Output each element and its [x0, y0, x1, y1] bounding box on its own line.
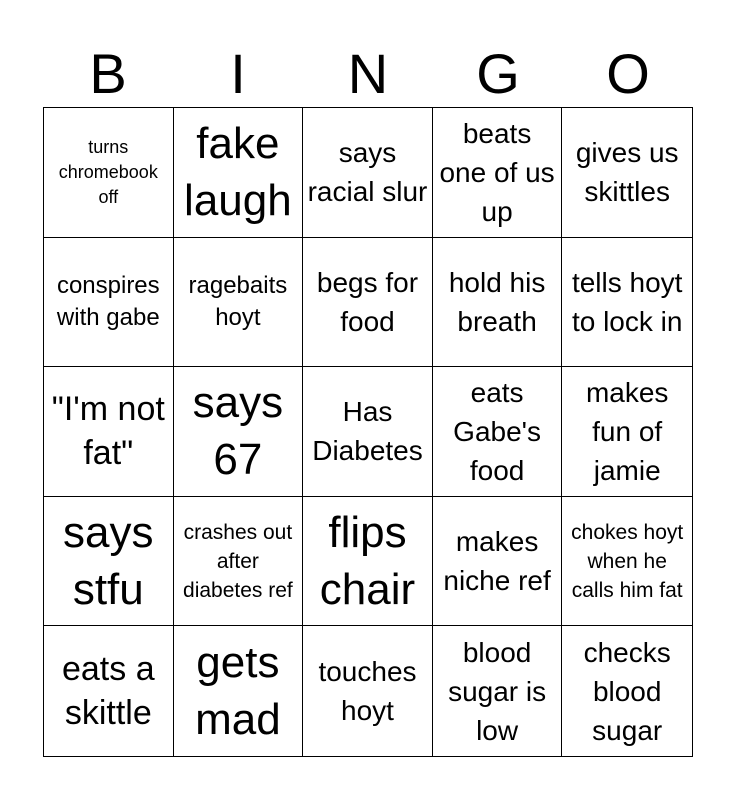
bingo-cell[interactable] — [562, 626, 692, 756]
bingo-cell[interactable] — [303, 108, 433, 238]
bingo-cell[interactable] — [44, 108, 174, 238]
header-letter-o: O — [606, 42, 650, 105]
header-letter-i: I — [230, 42, 246, 105]
bingo-cell[interactable] — [303, 626, 433, 756]
cell-text: ragebaits hoyt — [188, 271, 288, 331]
cell-text: makes fun of jamie — [585, 376, 669, 486]
bingo-cell[interactable] — [303, 238, 433, 368]
bingo-cell[interactable] — [433, 367, 563, 497]
bingo-cell[interactable] — [174, 108, 304, 238]
bingo-cell[interactable] — [562, 367, 692, 497]
header-letter-g: G — [476, 42, 520, 105]
cell-text: beats one of us up — [439, 117, 555, 227]
bingo-cell[interactable] — [562, 238, 692, 368]
bingo-cell[interactable] — [44, 367, 174, 497]
cell-text: tells hoyt to lock in — [571, 266, 683, 337]
bingo-cell[interactable] — [44, 626, 174, 756]
bingo-cell[interactable] — [174, 497, 304, 627]
cell-text: says 67 — [192, 378, 284, 485]
bingo-cell[interactable] — [433, 108, 563, 238]
bingo-cell[interactable] — [433, 238, 563, 368]
cell-text: begs for food — [316, 266, 419, 337]
cell-text: flips chair — [319, 508, 416, 615]
cell-text: fake laugh — [184, 119, 292, 226]
cell-text: eats Gabe's food — [453, 376, 542, 486]
cell-text: conspires with gabe — [56, 271, 160, 331]
cell-text: chokes hoyt when he calls him fat — [571, 520, 684, 602]
bingo-cell[interactable] — [174, 626, 304, 756]
cell-text: crashes out after diabetes ref — [183, 520, 293, 602]
bingo-cell[interactable] — [174, 238, 304, 368]
cell-text: makes niche ref — [443, 526, 551, 597]
bingo-cell[interactable] — [433, 626, 563, 756]
cell-text: Has Diabetes — [312, 396, 423, 467]
cell-text: hold his breath — [448, 266, 546, 337]
cell-text: checks blood sugar — [583, 636, 671, 746]
cell-text: blood sugar is low — [448, 636, 547, 746]
header-letter-b: B — [89, 42, 127, 105]
header-letter-n: N — [347, 42, 389, 105]
cell-text: gives us skittles — [575, 137, 679, 208]
bingo-header — [43, 40, 693, 108]
bingo-cell[interactable] — [303, 367, 433, 497]
bingo-cell[interactable] — [44, 238, 174, 368]
bingo-cell[interactable] — [303, 497, 433, 627]
cell-text: eats a skittle — [61, 650, 155, 733]
bingo-cell[interactable] — [562, 497, 692, 627]
cell-text: says stfu — [63, 508, 154, 615]
bingo-cell[interactable] — [174, 367, 304, 497]
cell-text: turns chromebook off — [58, 136, 158, 207]
bingo-cell[interactable] — [433, 497, 563, 627]
bingo-cell[interactable] — [562, 108, 692, 238]
cell-text: touches hoyt — [318, 656, 417, 727]
bingo-cell[interactable] — [44, 497, 174, 627]
bingo-board — [43, 107, 693, 757]
cell-text: says racial slur — [307, 137, 428, 208]
cell-text: "I'm not fat" — [51, 390, 165, 473]
cell-text: gets mad — [195, 638, 281, 745]
